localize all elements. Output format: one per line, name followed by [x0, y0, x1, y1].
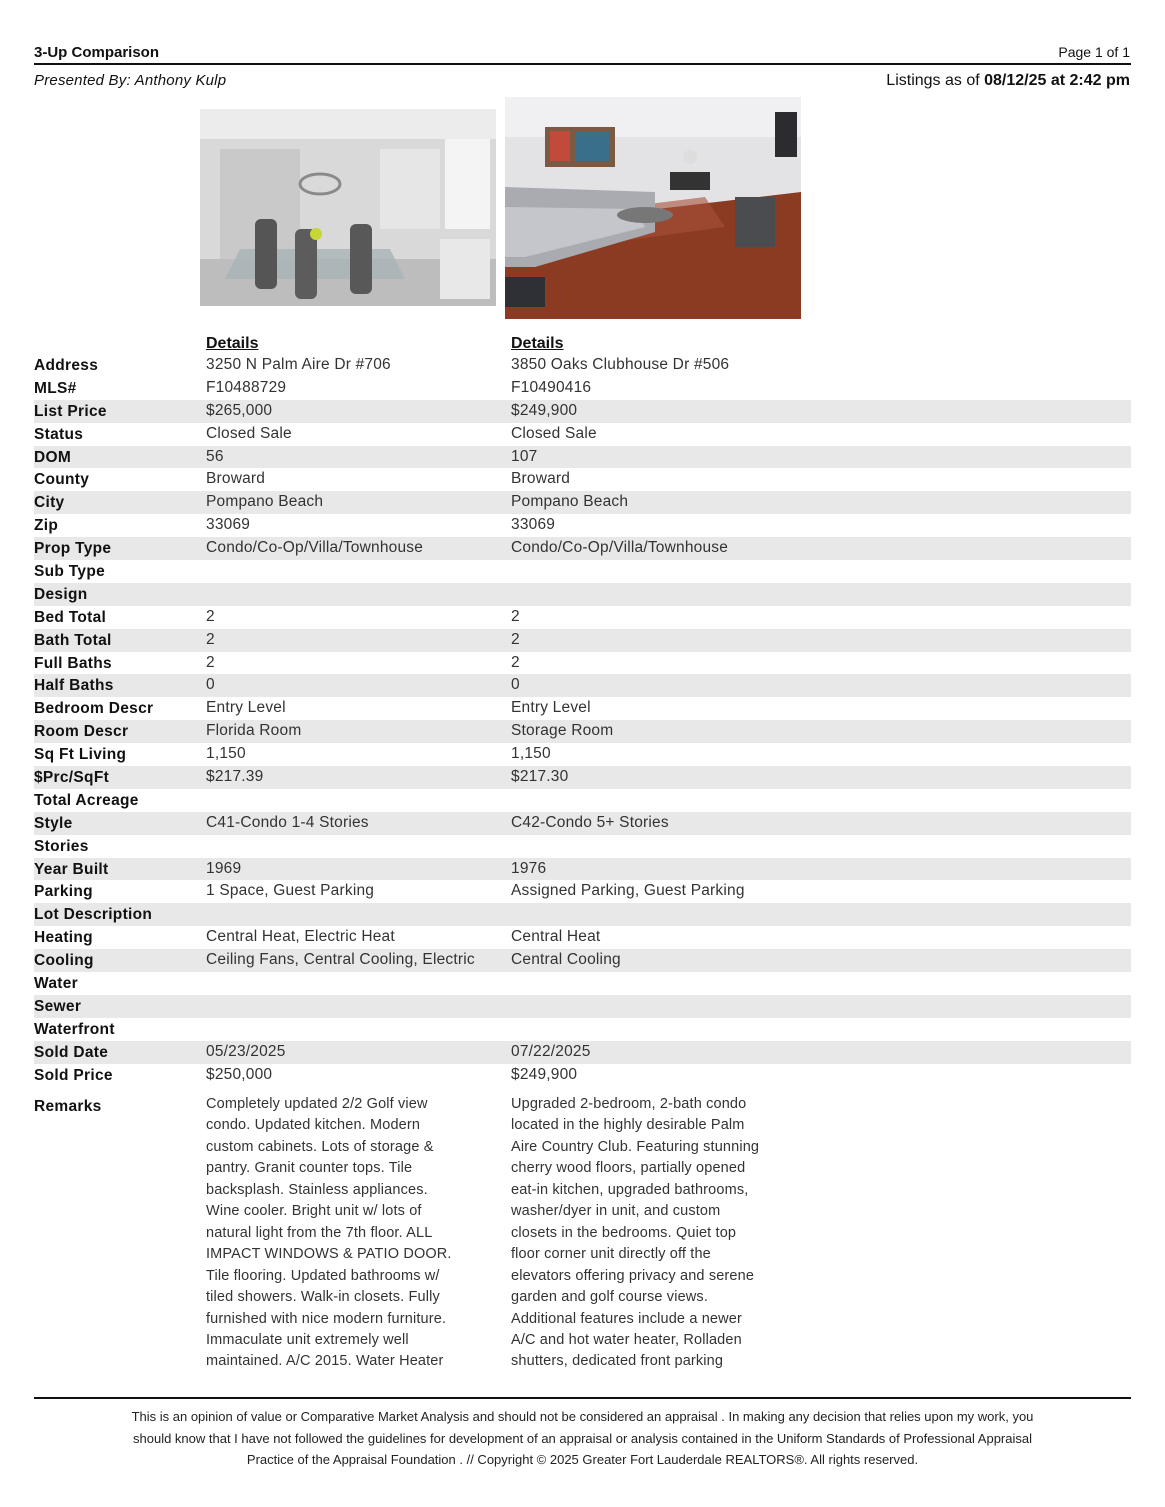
disclaimer-line: This is an opinion of value or Comparative Market Analysis and should not be considered an appraisal . In making any decision that relies upon my work, you	[131, 1409, 1034, 1424]
remarks-line: washer/dyer in unit, and custom	[511, 1203, 721, 1220]
listing-1-value: 2	[206, 607, 215, 625]
table-row	[34, 835, 1131, 858]
listing-1-value: 1969	[206, 859, 242, 877]
remarks-line: A/C and hot water heater, Rolladen	[511, 1331, 742, 1348]
listing-2-value: 0	[511, 676, 520, 694]
column-heading-1: Details	[206, 335, 259, 352]
row-label: Sold Date	[34, 1043, 109, 1061]
table-row	[34, 949, 1131, 972]
remarks-line: located in the highly desirable Palm	[511, 1117, 745, 1134]
listings-as-of	[886, 72, 1130, 90]
row-label: Cooling	[34, 952, 94, 970]
listing-2-value: 1976	[511, 859, 547, 877]
listing-1-value: 33069	[206, 516, 251, 534]
living-room-photo-icon	[505, 97, 801, 319]
table-row	[34, 583, 1131, 606]
row-label: List Price	[34, 402, 107, 420]
listing-1-value: F10488729	[206, 378, 287, 396]
listing-1-value: $217.39	[206, 768, 264, 786]
row-label: Address	[34, 357, 99, 374]
table-row	[34, 995, 1131, 1018]
listing-2-value: 1,150	[511, 745, 551, 763]
row-label: Sub Type	[34, 563, 106, 581]
remarks-line: custom cabinets. Lots of storage &	[206, 1138, 434, 1155]
dining-room-photo[interactable]	[200, 109, 496, 306]
listing-2-value: Storage Room	[511, 722, 614, 740]
listings-date: 08/12/25 at 2:42 pm	[984, 72, 1130, 89]
disclaimer-line: should know that I have not followed the guidelines for development of an appraisal or analysis contained in the Uniform Standards of Professional Appraisal	[133, 1430, 1032, 1446]
listing-2-value: $249,900	[511, 401, 578, 419]
row-label: Parking	[34, 883, 93, 901]
listing-2-value: Central Cooling	[511, 951, 621, 969]
row-label: Water	[34, 975, 78, 993]
table-row	[34, 789, 1131, 812]
listing-2-value: 2	[511, 630, 520, 648]
row-label: Heating	[34, 929, 93, 947]
table-row	[34, 674, 1131, 697]
listing-2-value: Entry Level	[511, 699, 591, 717]
table-row	[34, 491, 1131, 514]
listing-2-value: $249,900	[511, 1065, 578, 1083]
table-row	[34, 377, 1131, 400]
remarks-listing-1	[206, 1094, 476, 1373]
row-label: Year Built	[34, 860, 109, 878]
remarks-line: floor corner unit directly off the	[511, 1246, 711, 1263]
table-row	[34, 926, 1131, 949]
remarks-line: tiled showers. Walk-in closets. Fully	[206, 1289, 440, 1306]
listing-1-value: $250,000	[206, 1065, 273, 1083]
table-row	[34, 514, 1131, 537]
table-row	[34, 652, 1131, 675]
table-row	[34, 400, 1131, 423]
listing-1-value: Broward	[206, 470, 266, 488]
row-label: Sold Price	[34, 1066, 113, 1084]
remarks-line: Immaculate unit extremely well	[206, 1331, 409, 1348]
listing-1-value: Ceiling Fans, Central Cooling, Electric	[206, 951, 475, 969]
remarks-line: Aire Country Club. Featuring stunning	[511, 1138, 760, 1155]
remarks-line: maintained. A/C 2015. Water Heater	[206, 1353, 444, 1370]
row-label: MLS#	[34, 379, 77, 397]
listing-1-value: Entry Level	[206, 699, 286, 717]
listing-2-value: Central Heat	[511, 928, 601, 946]
listing-1-value: 1 Space, Guest Parking	[206, 882, 375, 900]
remarks-line: Wine cooler. Bright unit w/ lots of	[206, 1203, 422, 1220]
table-row	[34, 1041, 1131, 1064]
row-label: DOM	[34, 448, 72, 466]
listing-2-value: Broward	[511, 470, 571, 488]
table-row	[34, 720, 1131, 743]
listing-1-value: 05/23/2025	[206, 1042, 286, 1060]
remarks-line: natural light from the 7th floor. ALL	[206, 1224, 433, 1241]
row-label: Total Acreage	[34, 791, 139, 809]
listing-2-value: 2	[511, 653, 520, 671]
listing-1-value: Closed Sale	[206, 424, 292, 442]
row-label: Stories	[34, 837, 89, 855]
table-row	[34, 766, 1131, 789]
row-label: $Prc/SqFt	[34, 769, 110, 787]
row-label: Zip	[34, 517, 59, 535]
table-row	[34, 880, 1131, 903]
remarks-label: Remarks	[34, 1098, 102, 1115]
listing-2-value: 3850 Oaks Clubhouse Dr #506	[511, 356, 730, 373]
remarks-line: backsplash. Stainless appliances.	[206, 1181, 428, 1198]
row-label: County	[34, 471, 90, 489]
listing-2-value: 2	[511, 607, 520, 625]
footer-divider	[34, 1397, 1131, 1399]
remarks-listing-2	[511, 1094, 781, 1373]
row-label: Sewer	[34, 997, 82, 1015]
listing-2-value: Condo/Co-Op/Villa/Townhouse	[511, 539, 729, 557]
row-label: Design	[34, 585, 88, 603]
row-label: Style	[34, 814, 73, 832]
column-heading-2: Details	[511, 335, 564, 352]
listing-1-value: Florida Room	[206, 722, 302, 740]
table-row	[34, 858, 1131, 881]
dining-room-photo-icon	[200, 109, 496, 306]
remarks-line: IMPACT WINDOWS & PATIO DOOR.	[206, 1246, 452, 1263]
table-row	[34, 743, 1131, 766]
row-label: Full Baths	[34, 654, 112, 672]
listing-1-value: 56	[206, 447, 224, 465]
listing-1-value: 3250 N Palm Aire Dr #706	[206, 356, 391, 373]
row-label: Half Baths	[34, 677, 114, 695]
table-row	[34, 560, 1131, 583]
row-label: Bed Total	[34, 608, 107, 626]
listing-2-value: C42-Condo 5+ Stories	[511, 813, 669, 831]
table-row	[34, 1018, 1131, 1041]
table-row	[34, 903, 1131, 926]
disclaimer	[60, 1406, 1105, 1471]
remarks-line: cherry wood floors, partially opened	[511, 1160, 746, 1177]
remarks-line: Tile flooring. Updated bathrooms w/	[206, 1267, 440, 1284]
row-label: Sq Ft Living	[34, 746, 127, 764]
remarks-line: Upgraded 2-bedroom, 2-bath condo	[511, 1096, 747, 1112]
table-row	[34, 446, 1131, 469]
table-row	[34, 697, 1131, 720]
listing-2-value: 107	[511, 447, 538, 465]
listing-1-value: Condo/Co-Op/Villa/Townhouse	[206, 539, 424, 557]
listing-2-value: 33069	[511, 516, 556, 534]
listings-prefix: Listings as of	[886, 72, 985, 89]
listing-1-value: 2	[206, 630, 215, 648]
row-label: Waterfront	[34, 1020, 115, 1038]
listing-2-value: 07/22/2025	[511, 1042, 591, 1060]
remarks-line: pantry. Granit counter tops. Tile	[206, 1160, 413, 1177]
row-label: Bedroom Descr	[34, 700, 154, 718]
remarks-line: garden and golf course views.	[511, 1289, 708, 1306]
remarks-line: condo. Updated kitchen. Modern	[206, 1117, 421, 1134]
remarks-line: Completely updated 2/2 Golf view	[206, 1096, 428, 1112]
listing-1-value: C41-Condo 1-4 Stories	[206, 813, 369, 831]
remarks-line: closets in the bedrooms. Quiet top	[511, 1224, 737, 1241]
header-divider	[34, 63, 1131, 65]
listing-1-value: 1,150	[206, 745, 246, 763]
page-indicator: Page 1 of 1	[1058, 44, 1130, 60]
remarks-line: shutters, dedicated front parking	[511, 1353, 724, 1370]
row-label: Status	[34, 425, 84, 443]
table-row	[34, 423, 1131, 446]
listing-1-value: 0	[206, 676, 215, 694]
row-label: Lot Description	[34, 906, 153, 924]
row-label: Prop Type	[34, 540, 112, 558]
listing-1-value: Central Heat, Electric Heat	[206, 928, 395, 946]
remarks-line: eat-in kitchen, upgraded bathrooms,	[511, 1181, 749, 1198]
listing-1-value: $265,000	[206, 401, 273, 419]
listing-2-value: Assigned Parking, Guest Parking	[511, 882, 745, 900]
listing-2-value: Closed Sale	[511, 424, 597, 442]
living-room-photo[interactable]	[505, 97, 801, 319]
presented-by: Presented By: Anthony Kulp	[34, 72, 227, 89]
listing-1-value: 2	[206, 653, 215, 671]
table-row	[34, 629, 1131, 652]
remarks-line: Additional features include a newer	[511, 1310, 742, 1327]
table-row	[34, 354, 1131, 377]
row-label: Bath Total	[34, 631, 112, 649]
row-label: Room Descr	[34, 723, 129, 741]
disclaimer-line: Practice of the Appraisal Foundation . // Copyright © 2025 Greater Fort Lauderdale REALTORS®. All rights reserved.	[246, 1452, 919, 1467]
row-label: City	[34, 494, 65, 512]
table-row	[34, 468, 1131, 491]
table-row	[34, 537, 1131, 560]
listing-2-value: Pompano Beach	[511, 493, 629, 511]
listing-2-value: F10490416	[511, 378, 592, 396]
listing-2-value: $217.30	[511, 768, 569, 786]
table-row	[34, 606, 1131, 629]
report-title: 3-Up Comparison	[34, 44, 160, 61]
table-row	[34, 1064, 1131, 1087]
table-row	[34, 812, 1131, 835]
remarks-line: elevators offering privacy and serene	[511, 1267, 755, 1284]
listing-1-value: Pompano Beach	[206, 493, 324, 511]
comparison-table	[34, 354, 1131, 1087]
table-row	[34, 972, 1131, 995]
remarks-line: furnished with nice modern furniture.	[206, 1310, 447, 1327]
